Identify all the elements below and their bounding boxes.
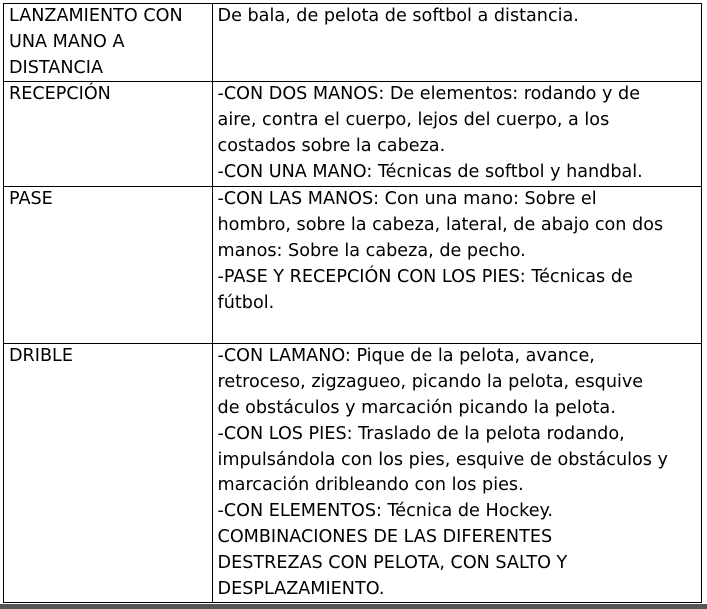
skill-description-cell [212, 4, 701, 82]
skill-name-line: RECEPCIÓN [9, 84, 111, 105]
skill-name-line: DISTANCIA [9, 57, 103, 78]
description-line: fútbol. [217, 292, 275, 313]
description-line: -CON LOS PIES: Traslado de la pelota rodando, [217, 423, 625, 444]
description-line: -CON DOS MANOS: De elementos: rodando y de [217, 84, 641, 105]
skill-name-line: DRIBLE [9, 346, 73, 367]
description-line: de obstáculos y marcación picando la pelota. [217, 397, 616, 418]
table-row [4, 187, 702, 344]
description-line: aire, contra el cuerpo, lejos del cuerpo, a los [217, 110, 610, 131]
description-line: marcación dribleando con los pies. [217, 475, 524, 496]
description-line: retroceso, zigzagueo, picando la pelota, esquive [217, 372, 644, 393]
skill-name-line: UNA MANO A [9, 31, 125, 52]
table-row [4, 344, 702, 603]
description-line: impulsándola con los pies, esquive de obstáculos y [217, 449, 668, 470]
description-line: -CON ELEMENTOS: Técnica de Hockey. [217, 501, 554, 522]
description-line: DESPLAZAMIENTO. [217, 578, 385, 599]
description-line: -PASE Y RECEPCIÓN CON LOS PIES: Técnicas de [217, 266, 633, 287]
skill-description-cell [212, 187, 701, 344]
table-row [4, 82, 702, 187]
skill-name-cell [4, 82, 213, 187]
description-line: -CON LAS MANOS: Con una mano: Sobre el [217, 189, 597, 210]
skill-name-line: LANZAMIENTO CON [9, 6, 183, 26]
description-line: -CON UNA MANO: Técnicas de softbol y handbal. [217, 161, 643, 182]
description-line: manos: Sobre la cabeza, de pecho. [217, 240, 526, 261]
description-line: hombro, sobre la cabeza, lateral, de abajo con dos [217, 215, 664, 236]
skills-table [3, 3, 702, 603]
description-line: -CON LAMANO: Pique de la pelota, avance, [217, 346, 595, 367]
skill-name-line: PASE [9, 189, 53, 210]
description-line: costados sobre la cabeza. [217, 135, 446, 156]
description-line: De bala, de pelota de softbol a distancia. [217, 6, 579, 26]
table-row [4, 4, 702, 82]
description-line: DESTREZAS CON PELOTA, CON SALTO Y [217, 552, 568, 573]
skill-name-cell [4, 4, 213, 82]
description-line: COMBINACIONES DE LAS DIFERENTES [217, 526, 553, 547]
skill-description-cell [212, 344, 701, 603]
skill-name-cell [4, 344, 213, 603]
skill-name-cell [4, 187, 213, 344]
bottom-scroll-edge [0, 604, 707, 609]
skill-description-cell [212, 82, 701, 187]
